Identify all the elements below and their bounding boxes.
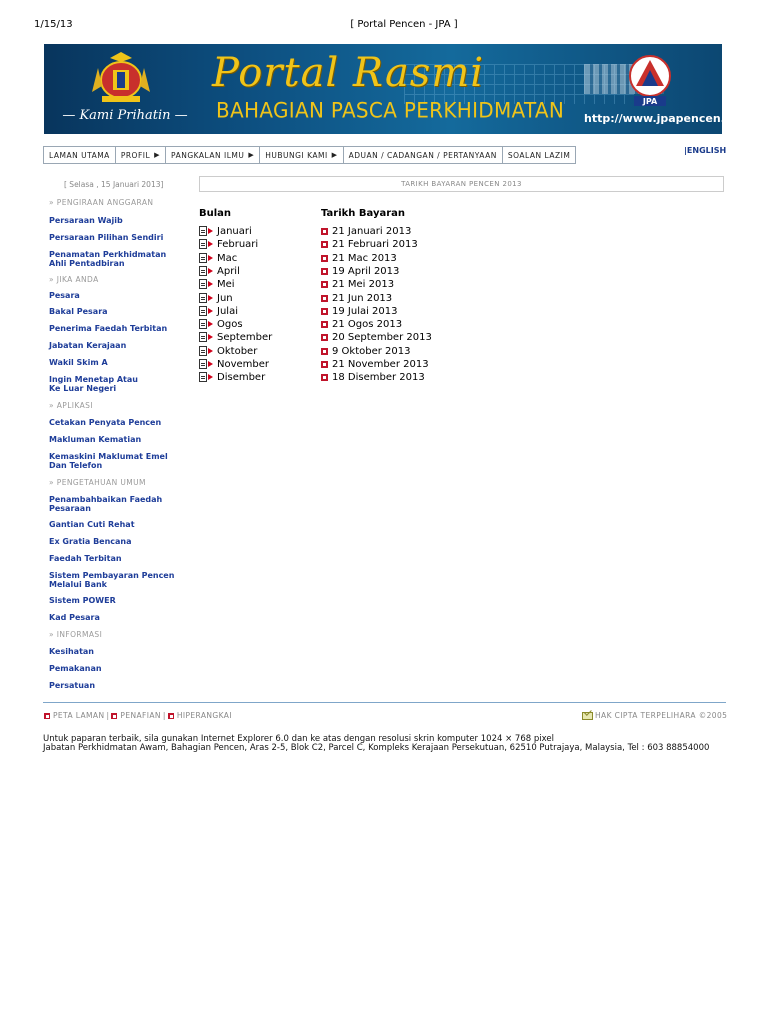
footer-separator: | (106, 711, 110, 720)
sidebar-link[interactable]: Sistem POWER (49, 596, 116, 605)
nav-item-label: HUBUNGI KAMI (265, 150, 328, 160)
nav-item-label: ADUAN / CADANGAN / PERTANYAAN (348, 150, 497, 160)
footer-note-line-2: Jabatan Perkhidmatan Awam, Bahagian Pencen, Aras 2-5, Blok C2, Parcel C, Kompleks Kerajaan Persekutuan, 62510 Putrajaya, Malaysia, Tel : 603 88854000 (43, 743, 710, 753)
payment-date: 21 Jun 2013 (332, 292, 393, 304)
month-row[interactable] (199, 358, 269, 371)
nav-item-profil[interactable] (115, 146, 165, 164)
content-title: TARIKH BAYARAN PENCEN 2013 (199, 176, 724, 192)
document-arrow-icon (199, 239, 214, 250)
print-header (0, 19, 768, 33)
nav-item-label: PANGKALAN ILMU (171, 150, 245, 160)
jpa-logo-text: JPA (642, 97, 658, 106)
month-label: Januari (217, 226, 252, 237)
footer-link-penafian[interactable]: PENAFIAN (120, 711, 161, 720)
document-arrow-icon (199, 226, 214, 237)
nav-item-pangkalan-ilmu[interactable] (165, 146, 259, 164)
nav-item-label: PROFIL (120, 150, 151, 160)
nav-item-label: SOALAN LAZIM (507, 150, 571, 160)
month-label: Mac (217, 252, 238, 264)
payment-date-row (321, 318, 402, 331)
sidebar-link[interactable]: Pesara (49, 291, 80, 300)
month-row[interactable] (199, 305, 238, 318)
bullet-icon (321, 295, 328, 302)
site-banner (44, 44, 769, 134)
sidebar-link[interactable]: Sistem Pembayaran Pencen Melalui Bank (49, 571, 175, 589)
bullet-icon (44, 713, 50, 719)
chevron-right-icon: ▶ (331, 151, 338, 159)
footer-links (44, 711, 232, 720)
nav-item-soalan-lazim[interactable] (502, 146, 576, 164)
main-nav (43, 146, 576, 164)
nav-item-hubungi-kami[interactable] (259, 146, 342, 164)
footer-note (43, 735, 709, 753)
payment-date-row (321, 252, 397, 265)
document-arrow-icon (199, 319, 214, 330)
copyright (582, 711, 727, 720)
document-arrow-icon (199, 359, 214, 370)
payment-date: 19 April 2013 (332, 265, 400, 277)
bullet-icon (321, 308, 328, 315)
sidebar-link[interactable]: Wakil Skim A (49, 358, 108, 367)
document-arrow-icon (199, 372, 214, 383)
document-arrow-icon (199, 306, 214, 317)
month-row[interactable] (199, 345, 257, 358)
sidebar-link[interactable]: Persaraan Wajib (49, 216, 123, 225)
payment-date-row (321, 358, 429, 371)
payment-date-row (321, 292, 392, 305)
footer-note-line-1: Untuk paparan terbaik, sila gunakan Internet Explorer 6.0 dan ke atas dengan resolusi skrin komputer 1024 × 768 pixel (43, 734, 554, 744)
banner-motto: — Kami Prihatin — (62, 108, 188, 123)
payment-date-row (321, 278, 394, 291)
payment-date: 21 Ogos 2013 (332, 319, 403, 331)
sidebar-section-heading: » APLIKASI (49, 401, 93, 410)
month-row[interactable] (199, 265, 240, 278)
bullet-icon (321, 228, 328, 235)
sidebar-link[interactable]: Penambahbaikan Faedah Pesaraan (49, 495, 163, 513)
payment-date-row (321, 345, 410, 358)
month-row[interactable] (199, 225, 252, 238)
bullet-icon (321, 334, 328, 341)
payment-date: 21 Mac 2013 (332, 252, 397, 264)
month-label: Jun (217, 292, 233, 304)
footer-link-peta-laman[interactable]: PETA LAMAN (53, 711, 105, 720)
payment-date: 21 Mei 2013 (332, 279, 395, 291)
banner-department: BAHAGIAN PASCA PERKHIDMATAN (216, 97, 565, 123)
bullet-icon (321, 281, 328, 288)
sidebar-link[interactable]: Kemaskini Maklumat Emel Dan Telefon (49, 452, 168, 470)
payment-date: 21 November 2013 (332, 359, 429, 370)
sidebar-section-heading: » PENGIRAAN ANGGARAN (49, 198, 154, 207)
chevron-right-icon: ▶ (154, 151, 161, 159)
footer-separator: | (162, 711, 166, 720)
sidebar-section-heading: » JIKA ANDA (49, 275, 99, 284)
sidebar-link[interactable]: Makluman Kematian (49, 435, 142, 444)
month-row[interactable] (199, 318, 243, 331)
bullet-icon (321, 374, 328, 381)
copyright-text: HAK CIPTA TERPELIHARA ©2005 (595, 711, 728, 720)
sidebar-link[interactable]: Kesihatan (49, 647, 94, 656)
current-date: [ Selasa , 15 Januari 2013] (64, 180, 164, 189)
month-row[interactable] (199, 278, 235, 291)
sidebar-section-heading: » PENGETAHUAN UMUM (49, 478, 146, 487)
bullet-icon (321, 268, 328, 275)
banner-url[interactable]: http://www.jpapencen.gov.my (584, 112, 769, 125)
sidebar-link[interactable]: Faedah Terbitan (49, 554, 122, 563)
bullet-icon (168, 713, 174, 719)
month-label: Mei (217, 279, 235, 291)
month-label: Julai (217, 305, 238, 317)
payment-date-row (321, 265, 399, 278)
month-label: Oktober (217, 345, 258, 357)
chevron-right-icon: ▶ (248, 151, 255, 159)
sidebar-link[interactable]: Pemakanan (49, 664, 102, 673)
sidebar-link[interactable]: Kad Pesara (49, 613, 100, 622)
bullet-icon (321, 348, 328, 355)
month-label: Disember (217, 372, 266, 384)
month-label: April (217, 265, 240, 277)
month-row[interactable] (199, 252, 237, 265)
sidebar-link[interactable]: Gantian Cuti Rehat (49, 520, 135, 529)
payment-date: 9 Oktober 2013 (332, 345, 411, 357)
document-arrow-icon (199, 346, 214, 357)
payment-date-row (321, 331, 432, 344)
payment-date-row (321, 225, 411, 238)
banner-portal-title: Portal Rasmi (212, 50, 485, 96)
month-row[interactable] (199, 292, 233, 305)
document-arrow-icon (199, 253, 214, 264)
sidebar-link[interactable]: Bakal Pesara (49, 307, 108, 316)
document-arrow-icon (199, 266, 214, 277)
column-header-month: Bulan (199, 208, 232, 219)
nav-item-label: LAMAN UTAMA (49, 150, 110, 160)
month-label: September (217, 332, 273, 344)
payment-date: 20 September 2013 (332, 332, 432, 344)
payment-date: 21 Februari 2013 (332, 239, 418, 251)
jpa-logo-icon (624, 52, 676, 108)
nav-item-laman-utama[interactable] (43, 146, 115, 164)
bullet-icon (321, 361, 328, 368)
sidebar-link[interactable]: Cetakan Penyata Pencen (49, 418, 162, 427)
nav-item-aduan-cadangan-pertanyaan[interactable] (343, 146, 502, 164)
month-label: Februari (217, 239, 259, 251)
footer-link-hiperangkai[interactable]: HIPERANGKAI (176, 711, 232, 720)
sidebar-link[interactable]: Ingin Menetap Atau Ke Luar Negeri (49, 375, 138, 393)
bullet-icon (321, 241, 328, 248)
english-link[interactable]: |ENGLISH (684, 146, 727, 155)
column-header-date: Tarikh Bayaran (321, 208, 406, 219)
document-arrow-icon (199, 293, 214, 304)
payment-date-row (321, 371, 425, 384)
print-title: [ Portal Pencen - JPA ] (350, 19, 458, 30)
print-date: 1/15/13 (34, 19, 73, 30)
mail-icon[interactable] (582, 712, 593, 720)
document-arrow-icon (199, 279, 214, 290)
payment-date: 18 Disember 2013 (332, 372, 425, 384)
sidebar-section-heading: » INFORMASI (49, 630, 103, 639)
sidebar-link[interactable]: Penamatan Perkhidmatan Ahli Pentadbiran (49, 250, 167, 268)
bullet-icon (321, 255, 328, 262)
month-row[interactable] (199, 331, 272, 344)
sidebar-link[interactable]: Persaraan Pilihan Sendiri (49, 233, 164, 242)
sidebar-link[interactable]: Jabatan Kerajaan (49, 341, 127, 350)
payment-date: 21 Januari 2013 (332, 226, 412, 237)
month-label: Ogos (217, 319, 243, 331)
footer-divider (43, 702, 726, 703)
document-arrow-icon (199, 332, 214, 343)
sidebar-link[interactable]: Penerima Faedah Terbitan (49, 324, 168, 333)
sidebar-link[interactable]: Persatuan (49, 681, 96, 690)
coat-of-arms-icon (88, 52, 154, 104)
month-row[interactable] (199, 371, 265, 384)
month-row[interactable] (199, 238, 258, 251)
month-label: November (217, 359, 270, 370)
payment-date-row (321, 238, 418, 251)
payment-date-row (321, 305, 398, 318)
bullet-icon (321, 321, 328, 328)
sidebar-link[interactable]: Ex Gratia Bencana (49, 537, 132, 546)
payment-date: 19 Julai 2013 (332, 305, 398, 317)
bullet-icon (111, 713, 117, 719)
